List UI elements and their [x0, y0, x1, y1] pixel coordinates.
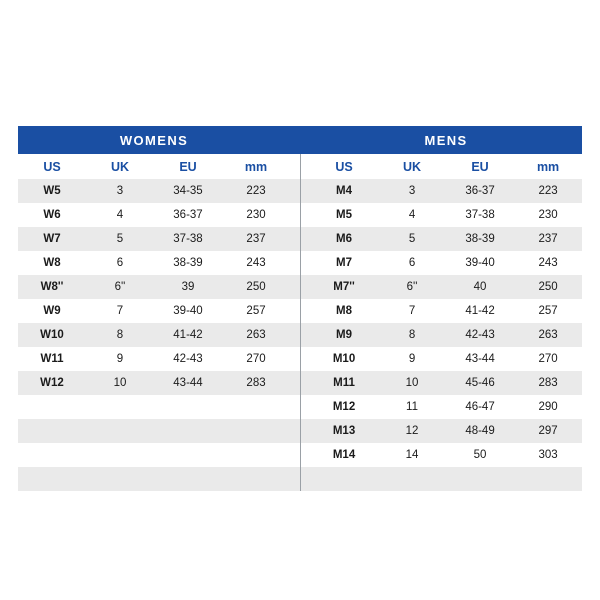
- divider-line: [300, 179, 301, 203]
- cell-womens-eu: [154, 395, 222, 419]
- column-header-mens-uk: UK: [378, 154, 446, 179]
- divider-line: [300, 275, 301, 299]
- cell-mens-mm: 263: [514, 323, 582, 347]
- cell-womens-mm: 257: [222, 299, 290, 323]
- cell-mens-us: M12: [310, 395, 378, 419]
- cell-mens-us: M13: [310, 419, 378, 443]
- cell-womens-us: W6: [18, 203, 86, 227]
- cell-womens-eu: 39-40: [154, 299, 222, 323]
- cell-mens-eu: 43-44: [446, 347, 514, 371]
- cell-mens-uk: 10: [378, 371, 446, 395]
- section-divider: [290, 275, 310, 299]
- cell-womens-mm: 250: [222, 275, 290, 299]
- cell-womens-eu: 38-39: [154, 251, 222, 275]
- cell-mens-us: [310, 467, 378, 491]
- column-header-womens-eu: EU: [154, 154, 222, 179]
- divider-line: [300, 227, 301, 251]
- cell-mens-uk: 11: [378, 395, 446, 419]
- cell-womens-uk: [86, 443, 154, 467]
- cell-womens-mm: [222, 467, 290, 491]
- cell-womens-eu: 41-42: [154, 323, 222, 347]
- cell-womens-us: W11: [18, 347, 86, 371]
- divider-line: [300, 251, 301, 275]
- cell-womens-mm: 237: [222, 227, 290, 251]
- cell-mens-uk: 7: [378, 299, 446, 323]
- cell-mens-uk: 4: [378, 203, 446, 227]
- section-divider: [290, 395, 310, 419]
- cell-mens-mm: [514, 467, 582, 491]
- cell-mens-us: M11: [310, 371, 378, 395]
- cell-mens-mm: 237: [514, 227, 582, 251]
- divider-line: [300, 154, 301, 179]
- cell-womens-us: W9: [18, 299, 86, 323]
- table-row: [18, 443, 582, 467]
- cell-womens-mm: 283: [222, 371, 290, 395]
- cell-mens-eu: [446, 467, 514, 491]
- cell-mens-mm: 250: [514, 275, 582, 299]
- cell-mens-mm: 257: [514, 299, 582, 323]
- divider-line: [300, 371, 301, 395]
- column-header-womens-uk: UK: [86, 154, 154, 179]
- cell-mens-uk: [378, 467, 446, 491]
- cell-womens-uk: 3: [86, 179, 154, 203]
- cell-mens-uk: 9: [378, 347, 446, 371]
- divider-line: [300, 299, 301, 323]
- cell-mens-mm: 270: [514, 347, 582, 371]
- table-row: [18, 227, 582, 251]
- cell-womens-mm: 270: [222, 347, 290, 371]
- cell-mens-us: M6: [310, 227, 378, 251]
- section-divider: [290, 347, 310, 371]
- cell-mens-mm: 303: [514, 443, 582, 467]
- section-divider-header: [290, 126, 310, 154]
- cell-mens-mm: 283: [514, 371, 582, 395]
- cell-womens-us: [18, 395, 86, 419]
- section-divider: [290, 179, 310, 203]
- cell-mens-us: M4: [310, 179, 378, 203]
- cell-womens-uk: [86, 419, 154, 443]
- cell-mens-uk: 12: [378, 419, 446, 443]
- divider-line: [300, 395, 301, 419]
- cell-womens-eu: [154, 467, 222, 491]
- cell-mens-us: M10: [310, 347, 378, 371]
- table-section-header-row: [18, 126, 582, 154]
- cell-womens-mm: 243: [222, 251, 290, 275]
- cell-mens-eu: 41-42: [446, 299, 514, 323]
- cell-womens-uk: [86, 395, 154, 419]
- cell-womens-eu: 34-35: [154, 179, 222, 203]
- cell-mens-eu: 36-37: [446, 179, 514, 203]
- table-row: [18, 299, 582, 323]
- cell-mens-us: M14: [310, 443, 378, 467]
- table-row: [18, 275, 582, 299]
- table-row: [18, 347, 582, 371]
- cell-mens-uk: 6'': [378, 275, 446, 299]
- cell-womens-us: W8: [18, 251, 86, 275]
- section-divider: [290, 227, 310, 251]
- cell-mens-us: M5: [310, 203, 378, 227]
- column-header-mens-mm: mm: [514, 154, 582, 179]
- section-divider: [290, 371, 310, 395]
- cell-mens-mm: 297: [514, 419, 582, 443]
- cell-mens-us: M7'': [310, 275, 378, 299]
- section-heading-mens: MENS: [310, 126, 582, 154]
- cell-womens-uk: 8: [86, 323, 154, 347]
- cell-womens-eu: 39: [154, 275, 222, 299]
- table-row: [18, 323, 582, 347]
- cell-mens-eu: 37-38: [446, 203, 514, 227]
- divider-line: [300, 126, 301, 154]
- cell-mens-us: M7: [310, 251, 378, 275]
- cell-mens-uk: 14: [378, 443, 446, 467]
- section-divider: [290, 323, 310, 347]
- divider-line: [300, 347, 301, 371]
- cell-womens-uk: 10: [86, 371, 154, 395]
- cell-womens-uk: 6: [86, 251, 154, 275]
- cell-mens-eu: 42-43: [446, 323, 514, 347]
- cell-mens-us: M9: [310, 323, 378, 347]
- cell-womens-mm: [222, 395, 290, 419]
- size-conversion-table: [18, 126, 582, 491]
- table-row: [18, 395, 582, 419]
- section-divider: [290, 467, 310, 491]
- cell-mens-eu: 45-46: [446, 371, 514, 395]
- table-row: [18, 371, 582, 395]
- column-header-mens-us: US: [310, 154, 378, 179]
- cell-womens-us: W10: [18, 323, 86, 347]
- table-column-header-row: [18, 154, 582, 179]
- cell-womens-uk: 5: [86, 227, 154, 251]
- cell-mens-us: M8: [310, 299, 378, 323]
- divider-line: [300, 203, 301, 227]
- section-divider-columns: [290, 154, 310, 179]
- column-header-womens-mm: mm: [222, 154, 290, 179]
- cell-womens-uk: [86, 467, 154, 491]
- cell-womens-mm: [222, 419, 290, 443]
- cell-mens-mm: 223: [514, 179, 582, 203]
- cell-womens-mm: 223: [222, 179, 290, 203]
- cell-mens-mm: 230: [514, 203, 582, 227]
- cell-womens-eu: 43-44: [154, 371, 222, 395]
- cell-mens-eu: 39-40: [446, 251, 514, 275]
- cell-mens-eu: 50: [446, 443, 514, 467]
- cell-mens-eu: 38-39: [446, 227, 514, 251]
- section-divider: [290, 203, 310, 227]
- table-row: [18, 251, 582, 275]
- table-row: [18, 203, 582, 227]
- cell-womens-eu: [154, 419, 222, 443]
- column-header-womens-us: US: [18, 154, 86, 179]
- cell-womens-us: [18, 419, 86, 443]
- cell-womens-mm: [222, 443, 290, 467]
- cell-womens-us: W12: [18, 371, 86, 395]
- section-divider: [290, 443, 310, 467]
- cell-womens-uk: 9: [86, 347, 154, 371]
- divider-line: [300, 323, 301, 347]
- cell-womens-uk: 6'': [86, 275, 154, 299]
- column-header-mens-eu: EU: [446, 154, 514, 179]
- cell-mens-uk: 8: [378, 323, 446, 347]
- cell-mens-uk: 5: [378, 227, 446, 251]
- cell-womens-mm: 230: [222, 203, 290, 227]
- divider-line: [300, 467, 301, 491]
- cell-womens-us: W5: [18, 179, 86, 203]
- cell-womens-uk: 4: [86, 203, 154, 227]
- cell-mens-uk: 3: [378, 179, 446, 203]
- table-row: [18, 419, 582, 443]
- cell-womens-us: [18, 443, 86, 467]
- cell-mens-uk: 6: [378, 251, 446, 275]
- cell-mens-eu: 40: [446, 275, 514, 299]
- cell-womens-us: W8'': [18, 275, 86, 299]
- cell-womens-us: W7: [18, 227, 86, 251]
- cell-womens-eu: 36-37: [154, 203, 222, 227]
- table-row: [18, 467, 582, 491]
- cell-womens-eu: [154, 443, 222, 467]
- cell-mens-eu: 46-47: [446, 395, 514, 419]
- divider-line: [300, 419, 301, 443]
- section-divider: [290, 419, 310, 443]
- cell-womens-eu: 42-43: [154, 347, 222, 371]
- section-divider: [290, 299, 310, 323]
- cell-womens-us: [18, 467, 86, 491]
- cell-womens-uk: 7: [86, 299, 154, 323]
- cell-womens-mm: 263: [222, 323, 290, 347]
- section-heading-womens: WOMENS: [18, 126, 290, 154]
- table-row: [18, 179, 582, 203]
- divider-line: [300, 443, 301, 467]
- cell-mens-eu: 48-49: [446, 419, 514, 443]
- size-chart-container: [18, 126, 582, 491]
- cell-womens-eu: 37-38: [154, 227, 222, 251]
- cell-mens-mm: 290: [514, 395, 582, 419]
- section-divider: [290, 251, 310, 275]
- cell-mens-mm: 243: [514, 251, 582, 275]
